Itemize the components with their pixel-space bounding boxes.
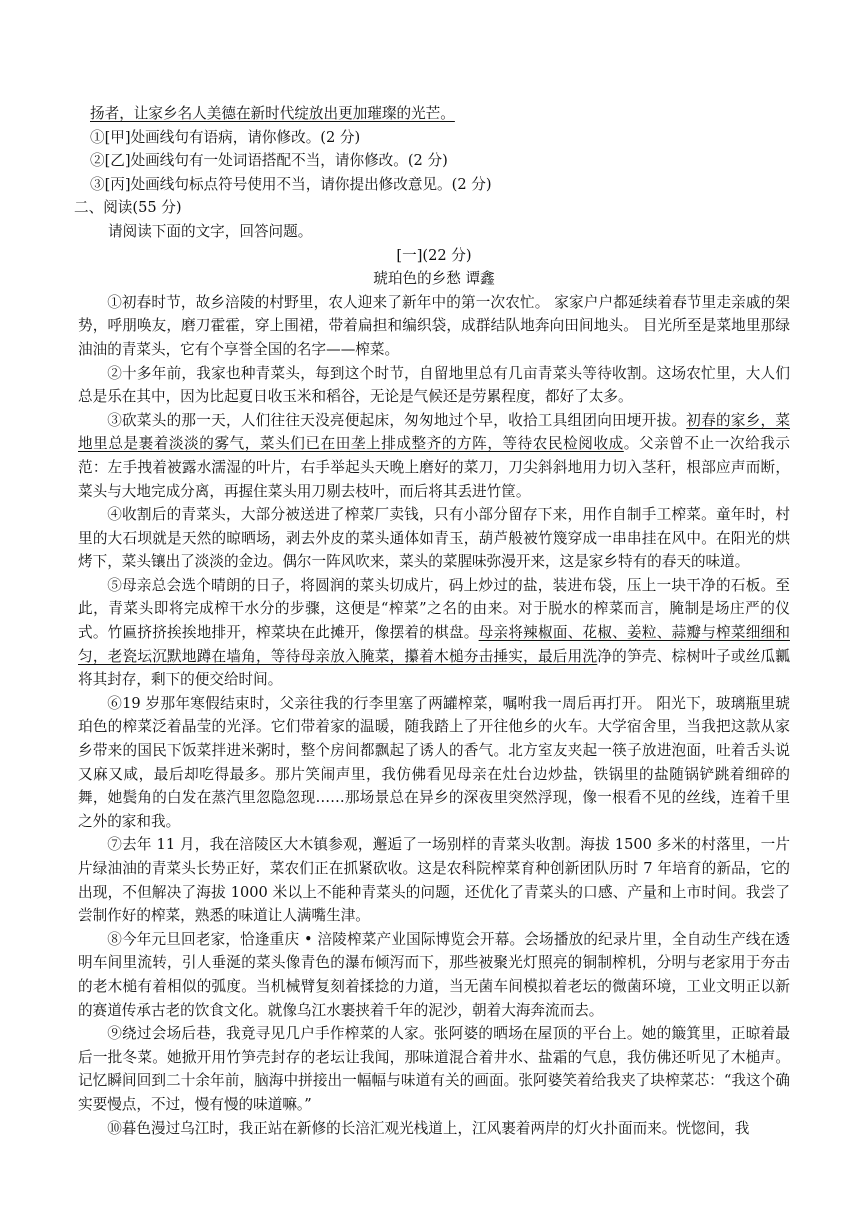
paragraph-4: ④收割后的青菜头，大部分被送进了榨菜厂卖钱，只有小部分留存下来，用作自制手工榨菜。童年时，村里的大石坝就是天然的晾晒场，剥去外皮的菜头通体如青玉，葫芦般被竹篾穿成一串串挂在风中。在阳光的烘烤下，菜头镶出了淡淡的金边。偶尔一阵风吹来，菜头的菜腥味弥漫开来，这是家乡特有的春天的味道。	[78, 506, 790, 571]
previous-question-line: 扬者，让家乡名人美德在新时代绽放出更加璀璨的光芒。	[90, 105, 455, 122]
question-2: ②[乙]处画线句有一处词语搭配不当，请你修改。(2 分)	[90, 152, 448, 170]
paragraph-1: ①初春时节，故乡涪陵的村野里，农人迎来了新年中的第一次农忙。 家家户户都延续着春节里走亲戚的架势，呼朋唤友，磨刀霍霍，穿上围裙，带着扁担和编织袋，成群结队地奔向田间地头。 目光所至是菜地里那绿油油的青菜头，它有个享誉全国的名字——榨菜。	[78, 293, 790, 358]
paragraph-5: ⑤母亲总会选个晴朗的日子，将圆润的菜头切成片，码上炒过的盐，装进布袋，压上一块干净的石板。至此，青菜头即将完成榨干水分的步骤，这便是“榨菜”之名的由来。对于脱水的榨菜而言，腌制是场庄严的仪式。竹匾挤挤挨挨地排开，榨菜块在此摊开，像摆着的棋盘。母亲将辣椒面、花椒、姜粒、蒜瓣与榨菜细细和匀，老瓷坛沉默地蹲在墙角，等待母亲放入腌菜，攥着木槌夯击捶实，最后用洗净的笋壳、棕树叶子或丝瓜瓤将其封存，剩下的便交给时间。	[78, 576, 790, 689]
question-3: ③[丙]处画线句标点符号使用不当，请你提出修改意见。(2 分)	[90, 175, 492, 193]
reading-instruction: 请阅读下面的文字，回答问题。	[108, 222, 313, 240]
part-label: [一](22 分)	[396, 246, 472, 264]
paragraph-8: ⑧今年元旦回老家，恰逢重庆 • 涪陵榨菜产业国际博览会开幕。会场播放的纪录片里，全自动生产线在透明车间里流转，引人垂涎的菜头像青色的瀑布倾泻而下，那些被聚光灯照亮的铜制榨机，分明与老家用于夯击的老木槌有着相似的弧度。当机械臂复刻着揉捻的力道，当无菌车间模拟着老坛的微菌环境，工业文明正以新的赛道传承古老的饮食文化。就像乌江水裹挟着千年的泥沙，朝着大海奔流而去。	[78, 930, 790, 1019]
question-1: ①[甲]处画线句有语病，请你修改。(2 分)	[90, 128, 361, 146]
underlined-sentence-5: 母亲将辣椒面、花椒、姜粒、蒜瓣与榨菜细细和匀，老瓷坛沉默地蹲在墙角，等待母亲放入腌菜，攥着木槌夯击捶实，最后用洗	[78, 624, 790, 665]
article-title: 琥珀色的乡愁 谭鑫	[373, 270, 495, 288]
paragraph-2: ②十多年前，我家也种青菜头，每到这个时节，自留地里总有几亩青菜头等待收割。这场农忙里，大人们总是乐在其中，因为比起夏日收玉米和稻谷，无论是气候还是劳累程度，都好了太多。	[78, 364, 790, 406]
paragraph-3: ③砍菜头的那一天，人们往往天没亮便起床，匆匆地过个早，收拾工具组团向田埂开拔。初春的家乡，菜地里总是裹着淡淡的雾气，菜头们已在田垄上排成整齐的方阵，等待农民检阅收成。父亲曾不止一次给我示范：左手拽着被露水濡湿的叶片，右手举起头天晚上磨好的菜刀，刀尖斜斜地用力切入茎秆，根部应声而断，菜头与大地完成分离，再握住菜头用刀剔去枝叶，而后将其丢进竹筐。	[78, 411, 790, 500]
paragraph-9: ⑨绕过会场后巷，我竟寻见几户手作榨菜的人家。张阿婆的晒场在屋顶的平台上。她的簸箕里，正晾着最后一批冬菜。她掀开用竹笋壳封存的老坛让我闻，那味道混合着井水、盐霜的气息，我仿佛还听见了木槌声。记忆瞬间回到二十余年前，脑海中拼接出一幅幅与味道有关的画面。张阿婆笑着给我夹了块榨菜芯：“我这个确实要慢点，不过，慢有慢的味道嘛。”	[78, 1025, 790, 1113]
underlined-sentence-3: 初春的家乡，菜地里总是裹着淡淡的雾气，菜头们已在田垄上排成整齐的方阵，等待农民检阅收成	[78, 411, 790, 453]
section-heading: 二、阅读(55 分)	[74, 199, 182, 217]
paragraph-7: ⑦去年 11 月，我在涪陵区大木镇参观，邂逅了一场别样的青菜头收割。海拔 1500 多米的村落里，一片片绿油油的青菜头长势正好，菜农们正在抓紧砍收。这是农科院榨菜育种创新团队历时 7 年培育的新品，它的出现，不但解决了海拔 1000 米以上不能种青菜头的问题，还优化了青菜头的口感、产量和上市时间。我尝了尝制作好的榨菜，熟悉的味道让人满嘴生津。	[78, 836, 790, 925]
paragraph-10: ⑩暮色漫过乌江时，我正站在新修的长涪汇观光栈道上，江风裹着两岸的灯火扑面而来。恍惚间，我	[107, 1119, 750, 1137]
paragraph-6: ⑥19 岁那年寒假结束时，父亲往我的行李里塞了两罐榨菜，嘱咐我一周后再打开。 阳光下，玻璃瓶里琥珀色的榨菜泛着晶莹的光泽。它们带着家的温暖，随我踏上了开往他乡的火车。大学宿舍里，当我把这款从家乡带来的国民下饭菜拌进米粥时，整个房间都飘起了诱人的香气。北方室友夹起一筷子放进泡面，吐着舌头说又麻又咸，最后却吃得最多。那片笑闹声里，我仿佛看见母亲在灶台边炒盐，铁锅里的盐随锅铲跳着细碎的舞，她鬓角的白发在蒸汽里忽隐忽现……那场景总在异乡的深夜里突然浮现，像一根看不见的丝线，连着千里之外的家和我。	[78, 694, 790, 830]
